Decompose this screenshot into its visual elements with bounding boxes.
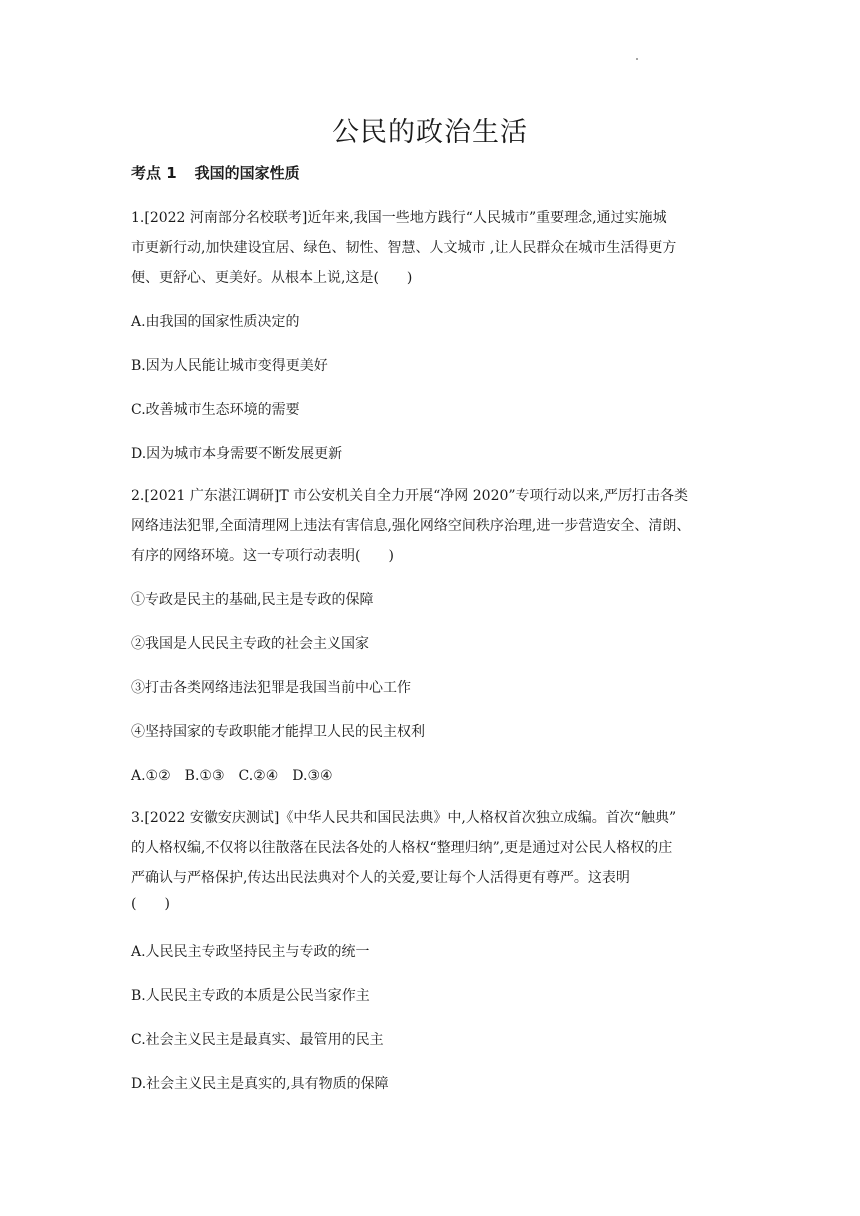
q3-option-c: C.社会主义民主是最真实、最管用的民主 bbox=[131, 1032, 384, 1048]
question-text-line: 便、更舒心、更美好。从根本上说,这是( ) bbox=[131, 270, 413, 286]
q1-option-a: A.由我国的国家性质决定的 bbox=[131, 314, 300, 330]
q1-option-c: C.改善城市生态环境的需要 bbox=[131, 402, 300, 418]
question-2-stem bbox=[131, 481, 731, 571]
question-text-line: 2.[2021 广东湛江调研]T 市公安机关自全力开展“净网 2020”专项行动以来,严厉打击各类 bbox=[131, 488, 688, 504]
section-heading bbox=[131, 162, 318, 183]
question-1-stem bbox=[131, 203, 731, 293]
question-text-line: 1.[2022 河南部分名校联考]近年来,我国一些地方践行“人民城市”重要理念,通过实施城 bbox=[131, 210, 667, 226]
page-title: 公民的政治生活 bbox=[332, 117, 528, 148]
question-text-line: 的人格权编,不仅将以往散落在民法各处的人格权“整理归纳”,更是通过对公民人格权的庄 bbox=[131, 840, 673, 856]
q2-statement-2: ②我国是人民民主专政的社会主义国家 bbox=[131, 636, 369, 652]
question-text-line: 有序的网络环境。这一专项行动表明( ) bbox=[131, 548, 394, 564]
q1-option-d: D.因为城市本身需要不断发展更新 bbox=[131, 446, 343, 462]
question-text-line: 3.[2022 安徽安庆测试]《中华人民共和国民法典》中,人格权首次独立成编。首次“触典” bbox=[131, 810, 677, 826]
q3-option-b: B.人民民主专政的本质是公民当家作主 bbox=[131, 988, 370, 1004]
page-mark bbox=[636, 58, 638, 60]
question-3-stem bbox=[131, 803, 731, 915]
q3-option-a: A.人民民主专政坚持民主与专政的统一 bbox=[131, 944, 370, 960]
q2-statement-4: ④坚持国家的专政职能才能捍卫人民的民主权利 bbox=[131, 724, 425, 740]
q2-statement-1: ①专政是民主的基础,民主是专政的保障 bbox=[131, 592, 374, 608]
question-text-line: 严确认与严格保护,传达出民法典对个人的关爱,要让每个人活得更有尊严。这表明 bbox=[131, 870, 630, 886]
q2-statement-3: ③打击各类网络违法犯罪是我国当前中心工作 bbox=[131, 680, 411, 696]
q3-option-d: D.社会主义民主是真实的,具有物质的保障 bbox=[131, 1076, 389, 1092]
q2-choices: A.①② B.①③ C.②④ D.③④ bbox=[131, 768, 333, 784]
question-text-line: ( ) bbox=[131, 896, 170, 912]
section-topic: 我国的国家性质 bbox=[194, 164, 300, 182]
q1-option-b: B.因为人民能让城市变得更美好 bbox=[131, 358, 328, 374]
section-label: 考点 1 bbox=[131, 164, 177, 182]
question-text-line: 市更新行动,加快建设宜居、绿色、韧性、智慧、人文城市 ,让人民群众在城市生活得更方 bbox=[131, 240, 677, 256]
question-text-line: 网络违法犯罪,全面清理网上违法有害信息,强化网络空间秩序治理,进一步营造安全、清朗、 bbox=[131, 518, 691, 534]
